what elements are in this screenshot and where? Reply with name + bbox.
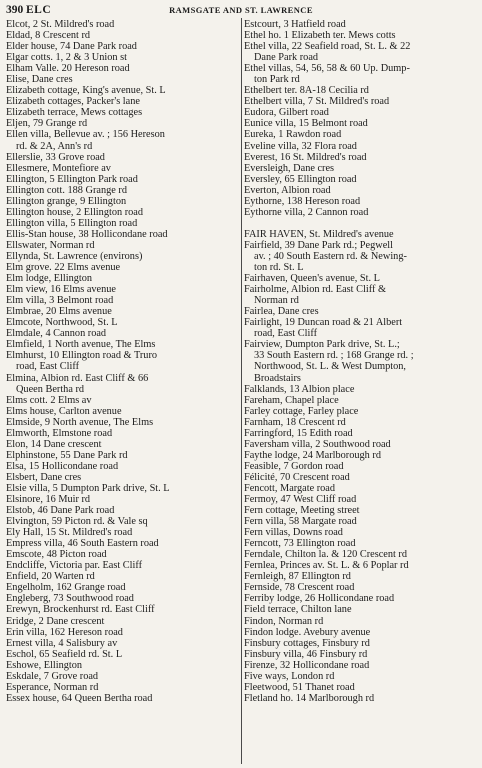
directory-entry: Faythe lodge, 24 Marlborough rd bbox=[244, 449, 381, 461]
directory-entry: Eythorne villa, 2 Cannon road bbox=[244, 206, 369, 218]
directory-entry: Fairholme, Albion rd. East Cliff & bbox=[244, 284, 386, 296]
directory-entry: Firenze, 32 Hollicondane road bbox=[244, 659, 370, 671]
directory-entry: Farley cottage, Farley place bbox=[244, 405, 359, 417]
directory-entry: Ellington villa, 5 Ellington road bbox=[6, 217, 138, 229]
directory-entry: Elizabeth cottages, Packer's lane bbox=[6, 96, 140, 108]
directory-entry: Fairlea, Dane cres bbox=[244, 306, 319, 318]
directory-entry: Eridge, 2 Dane crescent bbox=[6, 615, 105, 627]
directory-entry: Elm villa, 3 Belmont road bbox=[6, 295, 114, 307]
directory-entry: Ellen villa, Bellevue av. ; 156 Hereson bbox=[6, 129, 165, 141]
directory-entry: Engelholm, 162 Grange road bbox=[6, 582, 126, 594]
directory-entry: Findon, Norman rd bbox=[244, 615, 324, 627]
directory-entry: Farnham, 18 Crescent rd bbox=[244, 416, 346, 428]
directory-entry: Fernlea, Princes av. St. L. & 6 Poplar rd bbox=[244, 560, 409, 572]
directory-entry-continuation: Norman rd bbox=[254, 295, 299, 307]
directory-entry: Ferriby lodge, 26 Hollicondane road bbox=[244, 593, 395, 605]
directory-entry: Estcourt, 3 Hatfield road bbox=[244, 19, 346, 30]
directory-entry: Fairlight, 19 Duncan road & 21 Albert bbox=[244, 317, 403, 329]
directory-entry: Ethel villas, 54, 56, 58 & 60 Up. Dump- bbox=[244, 63, 410, 75]
directory-entry: Eunice villa, 15 Belmont road bbox=[244, 118, 368, 130]
directory-entry: Empress villa, 46 South Eastern road bbox=[6, 538, 159, 550]
directory-entry: Eythorne, 138 Hereson road bbox=[244, 195, 361, 207]
page-number: 390 bbox=[6, 4, 24, 16]
directory-entry: Emscote, 48 Picton road bbox=[6, 549, 107, 561]
directory-entry: Elmbrae, 20 Elms avenue bbox=[6, 306, 112, 318]
directory-entry: Elm lodge, Ellington bbox=[6, 273, 93, 285]
directory-entry: Elise, Dane cres bbox=[6, 74, 73, 86]
directory-entry: Fareham, Chapel place bbox=[244, 394, 339, 406]
directory-entry: Elizabeth cottage, King's avenue, St. L bbox=[6, 85, 166, 97]
directory-entry: Erin villa, 162 Hereson road bbox=[6, 626, 123, 638]
directory-entry: Fern cottage, Meeting street bbox=[244, 505, 360, 517]
right-column bbox=[244, 19, 478, 767]
directory-entry: Fletland ho. 14 Marlborough rd bbox=[244, 692, 375, 704]
directory-entry: Esperance, Norman rd bbox=[6, 681, 99, 693]
directory-entry: Ferncott, 73 Ellington road bbox=[244, 538, 356, 550]
directory-entry-continuation: Dane Park road bbox=[254, 52, 319, 64]
directory-entry: Elder house, 74 Dane Park road bbox=[6, 41, 137, 53]
directory-entry: Elsa, 15 Hollicondane road bbox=[6, 460, 119, 472]
directory-entry: Félicité, 70 Crescent road bbox=[244, 471, 350, 483]
directory-entry: Elmina, Albion rd. East Cliff & 66 bbox=[6, 372, 149, 384]
directory-entry: Elon, 14 Dane crescent bbox=[6, 438, 102, 450]
directory-entry: Elmworth, Elmstone road bbox=[6, 427, 113, 439]
directory-entry: Elmdale, 4 Cannon road bbox=[6, 328, 107, 340]
directory-entry: Fleetwood, 51 Thanet road bbox=[244, 681, 355, 693]
directory-entry: Eveline villa, 32 Flora road bbox=[244, 140, 357, 152]
directory-entry: Ellington grange, 9 Ellington bbox=[6, 195, 127, 207]
directory-entry: Fernside, 78 Crescent road bbox=[244, 582, 355, 594]
directory-entry: Eljen, 79 Grange rd bbox=[6, 118, 88, 130]
directory-entry: Ethel ho. 1 Elizabeth ter. Mews cotts bbox=[244, 30, 396, 42]
directory-entry: Ellington, 5 Ellington Park road bbox=[6, 173, 138, 185]
directory-entry-continuation: rd. & 2A, Ann's rd bbox=[16, 140, 93, 152]
directory-entry-continuation: Broadstairs bbox=[254, 372, 301, 384]
directory-entry: Faversham villa, 2 Southwood road bbox=[244, 438, 391, 450]
directory-entry: Farringford, 15 Edith road bbox=[244, 427, 353, 439]
directory-entry: Five ways, London rd bbox=[244, 670, 335, 682]
directory-entry: Ellington house, 2 Ellington road bbox=[6, 206, 143, 218]
directory-entry: Finsbury cottages, Finsbury rd bbox=[244, 637, 370, 649]
directory-entry: Enfield, 20 Warten rd bbox=[6, 571, 95, 583]
directory-entry: Eureka, 1 Rawdon road bbox=[244, 129, 342, 141]
directory-entry: Elmhurst, 10 Ellington road & Truro bbox=[6, 350, 158, 362]
directory-entry: Ethelbert villa, 7 St. Mildred's road bbox=[244, 96, 390, 108]
directory-entry: Feasible, 7 Gordon road bbox=[244, 460, 344, 472]
directory-entry: Elms house, Carlton avenue bbox=[6, 405, 122, 417]
directory-entry: Falklands, 13 Albion place bbox=[244, 383, 355, 395]
directory-entry: Elsie villa, 5 Dumpton Park drive, St. L bbox=[6, 482, 170, 494]
running-title: RAMSGATE AND ST. LAWRENCE bbox=[169, 5, 313, 15]
directory-entry: Eldad, 8 Crescent rd bbox=[6, 30, 91, 42]
directory-entry: Everton, Albion road bbox=[244, 184, 331, 196]
directory-entry: Fairhaven, Queen's avenue, St. L bbox=[244, 273, 380, 285]
directory-entry: Fermoy, 47 West Cliff road bbox=[244, 494, 357, 506]
directory-entry: Elstob, 46 Dane Park road bbox=[6, 505, 115, 517]
directory-entry: Findon lodge. Avebury avenue bbox=[244, 626, 371, 638]
directory-entry: Finsbury villa, 46 Finsbury rd bbox=[244, 648, 368, 660]
directory-entry-continuation: ton Park rd bbox=[254, 74, 300, 86]
directory-entry: Elmfield, 1 North avenue, The Elms bbox=[6, 339, 156, 351]
directory-entry: Endcliffe, Victoria par. East Cliff bbox=[6, 560, 143, 572]
header-keyword: ELC bbox=[26, 4, 52, 16]
directory-entry: Everest, 16 St. Mildred's road bbox=[244, 151, 367, 163]
directory-entry: Eschol, 65 Seafield rd. St. L bbox=[6, 648, 123, 660]
directory-entry: Elham Valle. 20 Hereson road bbox=[6, 63, 130, 75]
directory-entry: Ellington cott. 188 Grange rd bbox=[6, 184, 127, 196]
directory-entry: Ferndale, Chilton la. & 120 Crescent rd bbox=[244, 549, 408, 561]
directory-entry-continuation: ton rd. St. L bbox=[254, 262, 304, 274]
directory-entry: Fern villas, Downs road bbox=[244, 527, 343, 539]
directory-entry bbox=[244, 218, 478, 229]
directory-entry: Eversley, 65 Ellington road bbox=[244, 173, 357, 185]
directory-entry: Erewyn, Brockenhurst rd. East Cliff bbox=[6, 604, 155, 616]
directory-entry: Ernest villa, 4 Salisbury av bbox=[6, 637, 118, 649]
directory-entry: Elvington, 59 Picton rd. & Vale sq bbox=[6, 516, 148, 528]
directory-entry: Ellswater, Norman rd bbox=[6, 239, 95, 251]
directory-entry: Fern villa, 58 Margate road bbox=[244, 516, 357, 528]
directory-entry: Fencott, Margate road bbox=[244, 482, 336, 494]
directory-entry-continuation: av. ; 40 South Eastern rd. & Newing- bbox=[254, 250, 407, 262]
directory-entry: Ellesmere, Montefiore av bbox=[6, 162, 111, 174]
directory-entry: Eversleigh, Dane cres bbox=[244, 162, 335, 174]
directory-entry-continuation: Queen Bertha rd bbox=[16, 383, 85, 395]
directory-entry: Elmside, 9 North avenue, The Elms bbox=[6, 416, 154, 428]
directory-entry: Ethel villa, 22 Seafield road, St. L. & 22 bbox=[244, 41, 411, 53]
directory-entry: Fairview, Dumpton Park drive, St. L.; bbox=[244, 339, 400, 351]
directory-entry: Elcot, 2 St. Mildred's road bbox=[6, 19, 115, 30]
directory-entry: Ethelbert ter. 8A-18 Cecilia rd bbox=[244, 85, 369, 97]
directory-entry: Elgar cotts. 1, 2 & 3 Union st bbox=[6, 52, 127, 64]
directory-entry: Essex house, 64 Queen Bertha road bbox=[6, 692, 153, 704]
directory-entry: Ellerslie, 33 Grove road bbox=[6, 151, 105, 163]
directory-entry: Eudora, Gilbert road bbox=[244, 107, 329, 119]
directory-entry: Engleberg, 73 Southwood road bbox=[6, 593, 134, 605]
directory-entry: Eshowe, Ellington bbox=[6, 659, 83, 671]
directory-entry: Fernleigh, 87 Ellington rd bbox=[244, 571, 351, 583]
directory-entry: Eskdale, 7 Grove road bbox=[6, 670, 99, 682]
directory-entry: Fairfield, 39 Dane Park rd.; Pegwell bbox=[244, 239, 393, 251]
left-column bbox=[6, 19, 243, 767]
directory-entry-continuation: road, East Cliff bbox=[254, 328, 318, 340]
directory-entry: Elm grove. 22 Elms avenue bbox=[6, 262, 121, 274]
directory-entry: Field terrace, Chilton lane bbox=[244, 604, 352, 616]
directory-entry-continuation: road, East Cliff bbox=[16, 361, 80, 373]
directory-entry: Elsinore, 16 Muir rd bbox=[6, 494, 91, 506]
directory-entry: Elmcote, Northwood, St. L bbox=[6, 317, 118, 329]
directory-entry-continuation: Northwood, St. L. & West Dumpton, bbox=[254, 361, 407, 373]
directory-entry: Elphinstone, 55 Dane Park rd bbox=[6, 449, 128, 461]
directory-entry: Ellis-Stan house, 38 Hollicondane road bbox=[6, 228, 168, 240]
directory-entry: Ely Hall, 15 St. Mildred's road bbox=[6, 527, 133, 539]
directory-entry: FAIR HAVEN, St. Mildred's avenue bbox=[244, 228, 394, 240]
directory-entry: Ellynda, St. Lawrence (environs) bbox=[6, 250, 143, 262]
directory-entry: Elsbert, Dane cres bbox=[6, 471, 82, 483]
column-divider bbox=[241, 18, 242, 764]
directory-entry: Elm view, 16 Elms avenue bbox=[6, 284, 116, 296]
directory-entry: Elizabeth terrace, Mews cottages bbox=[6, 107, 143, 119]
directory-entry: Elms cott. 2 Elms av bbox=[6, 394, 92, 406]
directory-entry-continuation: 33 South Eastern rd. ; 168 Grange rd. ; bbox=[254, 350, 414, 362]
